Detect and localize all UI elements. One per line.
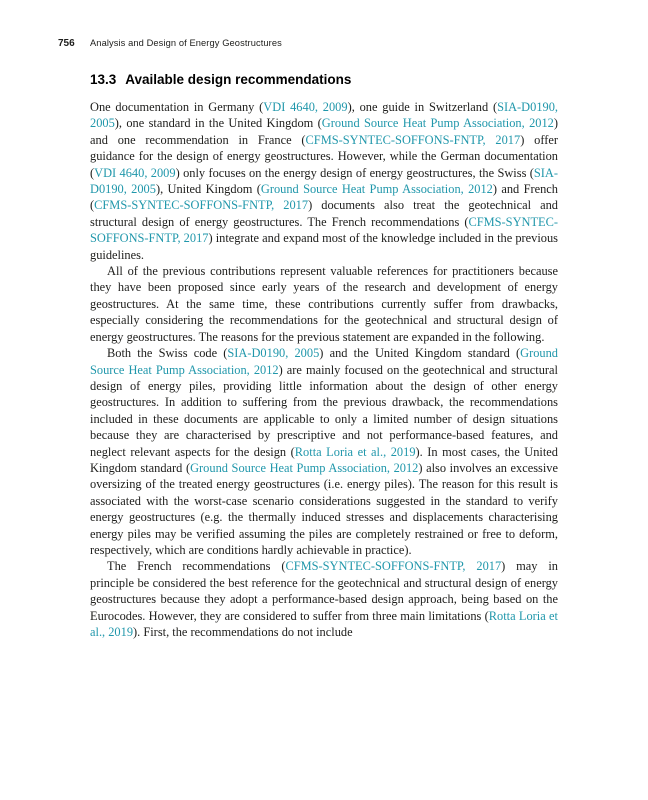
running-header <box>58 38 558 49</box>
section-heading-number: 13.3 <box>90 72 117 87</box>
text-segment: ) only focuses on the energy design of energy geostructures, the Swiss ( <box>175 165 534 180</box>
citation-link[interactable]: CFMS-SYNTEC-SOFFONS-FNTP, 2017 <box>94 198 309 213</box>
running-head-title: Analysis and Design of Energy Geostructures <box>90 38 282 48</box>
text-segment: ) documents also treat the geotechnical and structural design of energy geostructures. The French recommendations ( <box>90 198 558 229</box>
citation-link[interactable]: Rotta Loria et al., 2019 <box>90 608 558 639</box>
paragraph <box>90 263 558 345</box>
citation-link[interactable]: VDI 4640, 2009 <box>94 165 176 180</box>
citation-link[interactable]: CFMS-SYNTEC-SOFFONS-FNTP, 2017 <box>305 132 521 147</box>
text-segment: All of the previous contributions represent valuable references for practitioners because they have been proposed since early years of the research and development of energy geostructures. At the same time, these contributions currently suffer from drawbacks, especially considering the recommendations for the geotechnical and structural design of energy geostructures. The reasons for the previous statement are expanded in the following. <box>90 264 558 344</box>
citation-link[interactable]: SIA-D0190, 2005 <box>90 100 558 131</box>
text-segment: ). First, the recommendations do not include <box>133 625 353 639</box>
citation-link[interactable]: Ground Source Heat Pump Association, 2012 <box>90 346 558 377</box>
page-number: 756 <box>58 38 75 49</box>
citation-link[interactable]: SIA-D0190, 2005 <box>90 165 558 197</box>
citation-link[interactable]: SIA-D0190, 2005 <box>227 346 320 361</box>
citation-link[interactable]: Ground Source Heat Pump Association, 2012 <box>260 182 493 197</box>
citation-link[interactable]: Rotta Loria et al., 2019 <box>294 444 416 459</box>
citation-link[interactable]: Ground Source Heat Pump Association, 2012 <box>190 460 419 475</box>
text-segment: ), United Kingdom ( <box>155 182 261 197</box>
paragraph <box>90 99 558 263</box>
text-segment: ) and the United Kingdom standard ( <box>319 346 521 361</box>
text-segment: One documentation in Germany ( <box>90 100 264 114</box>
text-segment: ) may in principle be considered the best reference for the geotechnical and structural design of energy geostructures because they adopt a performance-based design approach, being based on the Eurocodes. However, they are considered to suffer from three main limitations ( <box>90 559 558 623</box>
text-segment: Both the Swiss code ( <box>107 346 228 361</box>
text-segment: ) offer guidance for the design of energy geostructures. However, while the German documentation ( <box>90 132 558 180</box>
text-segment: ) integrate and expand most of the knowledge included in the previous guidelines. <box>90 231 559 262</box>
page-content <box>90 62 558 640</box>
text-segment: The French recommendations ( <box>107 559 286 574</box>
section-heading <box>90 72 558 87</box>
body-text <box>90 99 558 640</box>
text-segment: ), one guide in Switzerland ( <box>347 100 498 114</box>
paragraph <box>90 345 558 558</box>
citation-link[interactable]: CFMS-SYNTEC-SOFFONS-FNTP, 2017 <box>90 214 558 246</box>
text-segment: ), one standard in the United Kingdom ( <box>114 116 322 131</box>
section-heading-title: Available design recommendations <box>125 72 352 87</box>
paragraph <box>90 558 558 640</box>
citation-link[interactable]: Ground Source Heat Pump Association, 2012 <box>321 116 554 131</box>
text-segment: ) and one recommendation in France ( <box>90 116 558 147</box>
citation-link[interactable]: VDI 4640, 2009 <box>263 100 348 114</box>
citation-link[interactable]: CFMS-SYNTEC-SOFFONS-FNTP, 2017 <box>285 559 502 574</box>
text-segment: ) and French ( <box>90 182 558 213</box>
text-segment: ) are mainly focused on the geotechnical and structural design of energy piles, providing little information about the design of other energy geostructures. In addition to suffering from the previous drawback, the recommendations included in these documents are applicable to only a limited number of design situations because they are characterised by prescriptive and not performance-based features, and neglect relevant aspects for the design ( <box>90 362 558 459</box>
text-segment: ). In most cases, the United Kingdom standard ( <box>90 444 559 475</box>
text-segment: ) also involves an excessive oversizing of the treated energy geostructures (i.e. energy piles). The reason for this result is associated with the worst-case scenario considerations suggested in the standard to verify energy geostructures (e.g. the thermally induced stresses and displacements characterising energy piles may be verified assuming the piles are completely restrained or free to deform, respectively, which are conditions hardly achievable in practice). <box>90 460 559 557</box>
